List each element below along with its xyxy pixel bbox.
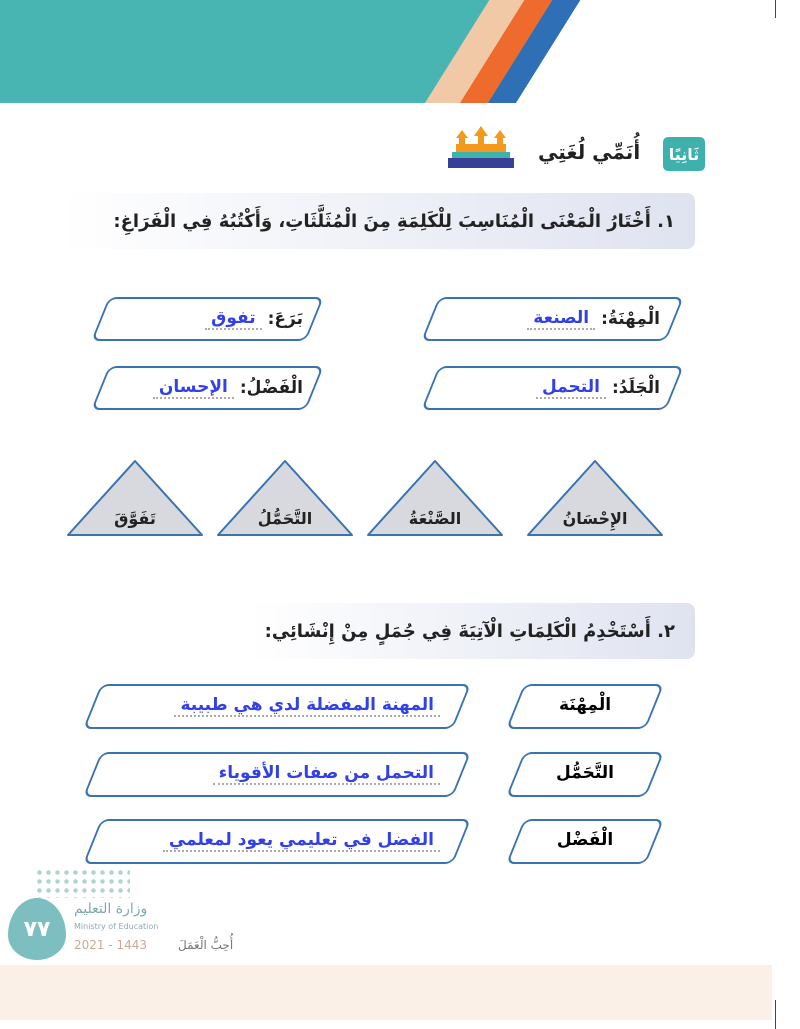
answer-text[interactable]: تفوق [205, 308, 261, 330]
crop-mark [775, 1000, 776, 1029]
question-1: ١. أَخْتَارُ الْمَعْنَى الْمُنَاسِبَ لِلْكَلِمَةِ مِنَ الْمُثَلَّثَاتِ، وَأَكْتُبُهُ فِي الْفَرَاغِ: [60, 193, 695, 249]
sentence-row[interactable] [100, 763, 440, 785]
answer-text[interactable]: الصنعة [527, 308, 595, 330]
word-label: الْفَضْلُ: [239, 378, 303, 398]
answer-row[interactable] [118, 308, 303, 330]
ministry-name-en: Ministry of Education [74, 922, 159, 931]
word-label: التَّحَمُّل [556, 763, 614, 783]
sentence-text[interactable]: المهنة المفضلة لدي هي طبيبة [174, 695, 440, 717]
triangle-option [65, 458, 205, 538]
page-motto: أُحِبُّ الْعَمَلَ [178, 938, 234, 952]
triangle-label: الصَّنْعَةُ [408, 509, 462, 528]
footer-band [0, 965, 772, 1020]
triangle-label: الإِحْسَانُ [562, 509, 628, 528]
word-label: الْفَضْل [556, 830, 614, 850]
answer-row[interactable] [450, 308, 660, 330]
answer-row[interactable] [450, 377, 660, 399]
ministry-name: وزارة التعليم [74, 901, 148, 917]
ministry-logo-icon [35, 868, 130, 898]
word-label: بَرَعَ: [267, 309, 303, 329]
answer-row[interactable] [118, 377, 303, 399]
word-label: الْجَلَدُ: [611, 378, 660, 398]
triangle-option [215, 458, 355, 538]
books-icon [448, 126, 514, 170]
sentence-text[interactable]: التحمل من صفات الأقوياء [213, 763, 440, 785]
sentence-text[interactable]: الفضل في تعليمي يعود لمعلمي [163, 830, 440, 852]
header-banner [0, 0, 772, 103]
word-label: الْمِهْنَة [558, 695, 612, 715]
word-label: الْمِهْنَةُ: [601, 309, 660, 329]
year: 2021 - 1443 [74, 938, 148, 952]
triangle-option [525, 458, 665, 538]
triangle-label: تَفَوَّقَ [114, 509, 156, 528]
sentence-row[interactable] [100, 695, 440, 717]
triangle-option [365, 458, 505, 538]
crop-mark [775, 0, 776, 18]
section-badge: ثَانِيًا [663, 137, 705, 171]
question-2: ٢. أَسْتَخْدِمُ الْكَلِمَاتِ الْآتِيَةَ فِي جُمَلٍ مِنْ إِنْشَائِي: [250, 603, 695, 659]
answer-text[interactable]: الإحسان [153, 377, 234, 399]
page-number: ٧٧ [8, 898, 66, 960]
answer-text[interactable]: التحمل [536, 377, 606, 399]
section-title: أُنَمِّي لُغَتِي [538, 140, 641, 164]
sentence-row[interactable] [100, 830, 440, 852]
triangle-label: التَّحَمُّلُ [257, 509, 313, 528]
